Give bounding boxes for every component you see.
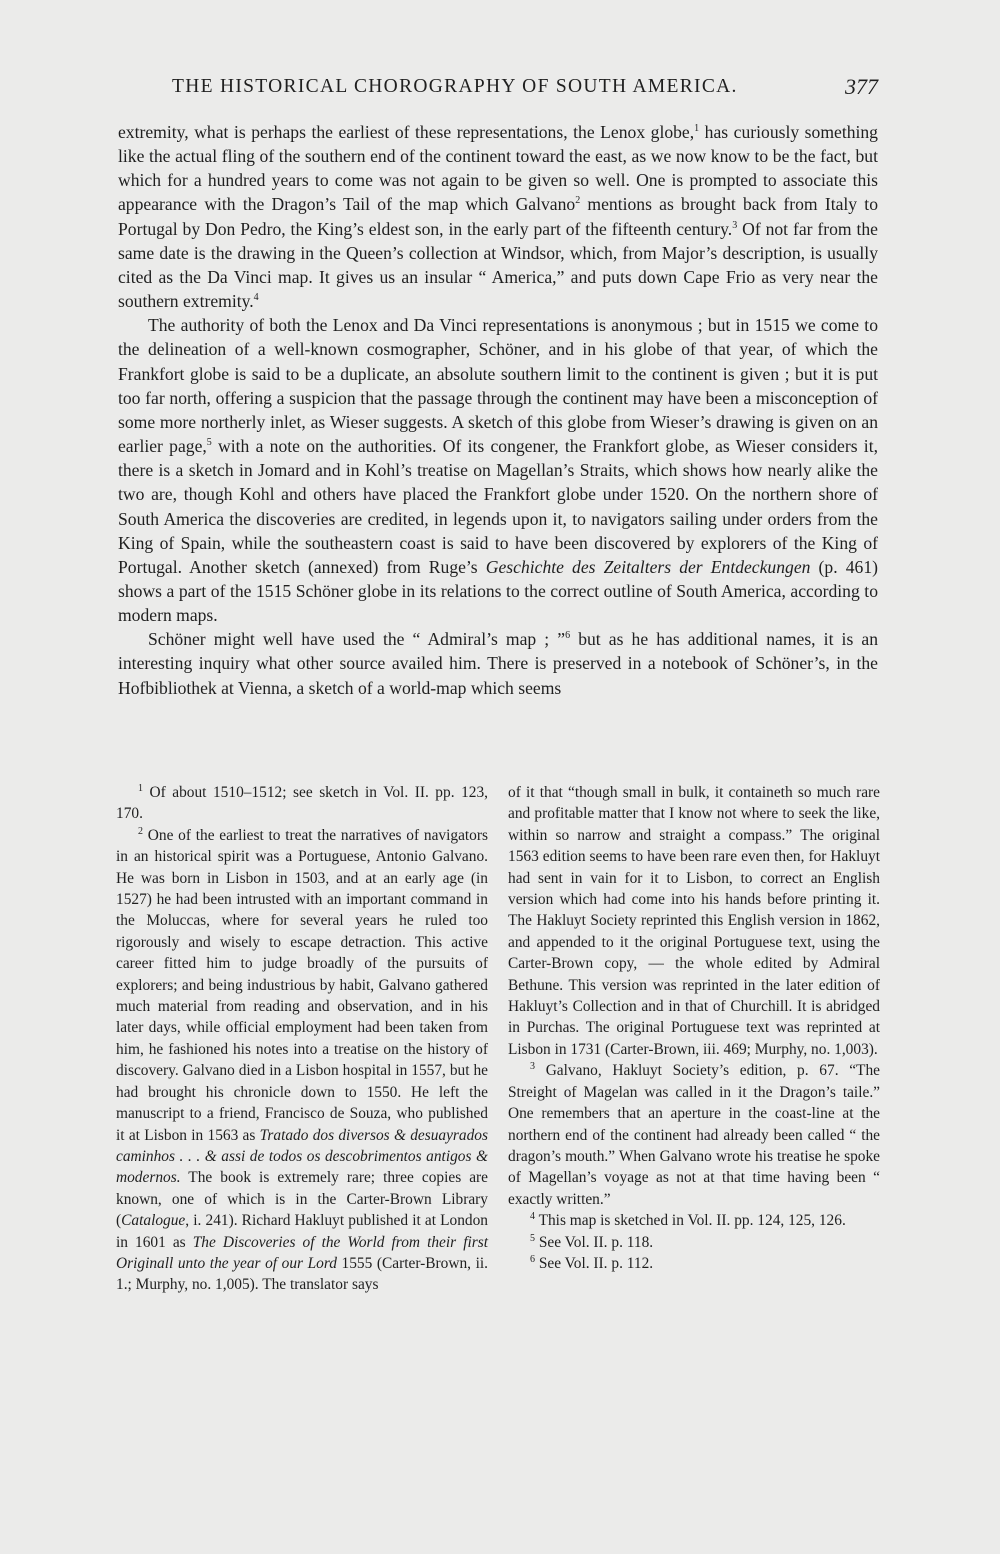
footnote-marker: 6 — [565, 630, 571, 642]
text-run: 1555 (Carter-Brown, ii. 1.; Murphy, no. 1,005). The translator says — [116, 1254, 488, 1294]
text-run: but as he has additional names, it is an interesting inquiry what other source availed him. There is preserved in a notebook of Schöner’s, in the Hofbibliothek at Vienna, a sketch of a world-map which seems — [118, 629, 878, 698]
text-run: See Vol. II. p. 118. — [535, 1233, 654, 1251]
body-paragraph-1 — [118, 120, 878, 313]
footnote-marker: 3 — [732, 219, 738, 231]
footnote-marker: 3 — [530, 1061, 535, 1073]
body-paragraph-3 — [118, 627, 878, 699]
footnote-marker: 4 — [253, 292, 259, 304]
footnote-marker: 1 — [138, 782, 143, 794]
footnote-marker: 1 — [694, 123, 700, 135]
footnote-marker: 4 — [530, 1211, 535, 1222]
text-run: The authority of both the Lenox and Da Vinci representations is anonymous ; but in 1515 we come to the delineation of a well-known cosmographer, Schöner, and in his globe of that year, of which the Frankfort globe is said to be a duplicate, an absolute southern limit to the continent is given ; but it is put too far north, offering a suspicion that the passage through the continent may have been a misconception of some more northerly inlet, as Wieser suggests. A sketch of this globe from Wieser’s drawing is given on an earlier page, — [118, 315, 878, 457]
text-run: Of about 1510–1512; see sketch in Vol. II. pp. 123, 170. — [116, 784, 488, 823]
footnote-right-3 — [508, 1210, 880, 1231]
footnote-right-1 — [508, 782, 880, 1060]
footnote-marker: 2 — [138, 825, 143, 837]
text-run: , i. 241). Richard Hakluyt published it at London in 1601 as — [116, 1212, 488, 1251]
text-run: See Vol. II. p. 112. — [535, 1254, 654, 1272]
footnotes-right-column — [508, 782, 880, 1296]
footnote-marker: 5 — [206, 437, 212, 449]
italic-title: Catalogue — [121, 1212, 186, 1230]
text-run: with a note on the authorities. Of its congener, the Frankfort globe, as Wieser considers it, there is a sketch in Jomard and in Kohl’s treatise on Magellan’s Straits, which shows how nearly alike the two are, though Kohl and others have placed the Frankfort globe under 1520. On the northern shore of South America the discoveries are credited, in legends upon it, to navigators sailing under orders from the King of Spain, while the southeastern coast is said to have been discovered by explorers of the King of Portugal. Another sketch (annexed) from Ruge’s — [118, 436, 878, 577]
text-run: extremity, what is perhaps the earliest of these representations, the Lenox globe, — [118, 122, 695, 142]
footnote-right-2 — [508, 1060, 880, 1210]
footnotes — [116, 782, 880, 1296]
page-number: 377 — [845, 74, 878, 99]
running-title: THE HISTORICAL CHOROGRAPHY OF SOUTH AMERICA. — [172, 76, 738, 97]
footnote-marker: 2 — [575, 195, 581, 207]
text-run: has curiously something like the actual fling of the southern end of the continent toward the east, as we now know to be the fact, but which for a hundred years to come was not again to be given so well. One is prompted to associate this appearance with the Dragon’s Tail of the map which Galvano — [118, 122, 878, 215]
page-header — [120, 70, 880, 106]
text-run: This map is sketched in Vol. II. pp. 124, 125, 126. — [535, 1212, 846, 1230]
footnote-right-4 — [508, 1232, 880, 1253]
footnote-right-5 — [508, 1253, 880, 1274]
text-run: Schöner might well have used the “ Admiral’s map ; ” — [148, 629, 566, 650]
text-run: of it that “though small in bulk, it containeth so much rare and profitable matter that I know not where to seek the like, within so narrow and straight a compass.” The original 1563 edition seems to have been rare even then, for Hakluyt had sent in vain for it to Lisbon, to correct an English version which had come into his hands before printing it. The Hakluyt Society reprinted this English version in 1862, and appended to it the original Portuguese text, using the Carter-Brown copy, — the whole edited by Admiral Bethune. This version was reprinted in the later edition of Hakluyt’s Collection and in that of Churchill. It is abridged in Purchas. The original Portuguese text was reprinted at Lisbon in 1731 (Carter-Brown, iii. 469; Murphy, no. 1,003). — [508, 784, 880, 1058]
text-run: One of the earliest to treat the narratives of navigators in an historical spirit was a Portuguese, Antonio Galvano. He was born in Lisbon in 1503, and at an early age (in 1527) he had been intrusted with an important command in the Moluccas, where for several years he ruled too rigorously and wisely to escape detraction. This active career fitted him to judge broadly of the pursuits of explorers; and being industrious by habit, Galvano gathered much material from reading and observation, and in his later days, while official employment had been taken from him, he fashioned his notes into a treatise on the history of discovery. Galvano died in a Lisbon hospital in 1557, but he had brought his chronicle down to 1550. He left the manuscript to a friend, Francisco de Souza, who published it at Lisbon in 1563 as — [116, 826, 488, 1144]
text-run: Of not far from the same date is the drawing in the Queen’s collection at Windsor, which, from Major’s description, is usually cited as the Da Vinci map. It gives us an insular “ America,” and puts down Cape Frio as very near the southern extremity. — [118, 218, 878, 312]
italic-title: Tratado dos diversos & desuayrados caminhos . . . & assi de todos os descobrimentos antigos & modernos. — [116, 1126, 488, 1187]
footnote-marker: 6 — [530, 1253, 535, 1265]
footnote-left-2 — [116, 825, 488, 1296]
italic-title: The Discoveries of the World from their first Originall unto the year of our Lord — [116, 1233, 488, 1272]
main-text — [118, 120, 878, 700]
text-run: The book is extremely rare; three copies are known, one of which is in the Carter-Brown Library ( — [116, 1169, 488, 1230]
text-run: (p. 461) shows a part of the 1515 Schöner globe in its relations to the correct outline of South America, according to modern maps. — [118, 556, 878, 626]
footnote-marker: 5 — [530, 1232, 535, 1244]
text-run: mentions as brought back from Italy to Portugal by Don Pedro, the King’s eldest son, in the early part of the fifteenth century. — [118, 194, 878, 239]
text-run: Galvano, Hakluyt Society’s edition, p. 67. “The Streight of Magelan was called in it the Dragon’s taile.” One remembers that an aperture in the coast-line at the northern end of the continent had already been called “ the dragon’s mouth.” When Galvano wrote his treatise he spoke of Magellan’s voyage as not at that time having been “ exactly written.” — [508, 1062, 880, 1208]
body-paragraph-2 — [118, 313, 878, 627]
footnotes-left-column — [116, 782, 488, 1296]
italic-title: Geschichte des Zeitalters der Entdeckungen — [485, 556, 811, 577]
footnote-left-1 — [116, 782, 488, 825]
